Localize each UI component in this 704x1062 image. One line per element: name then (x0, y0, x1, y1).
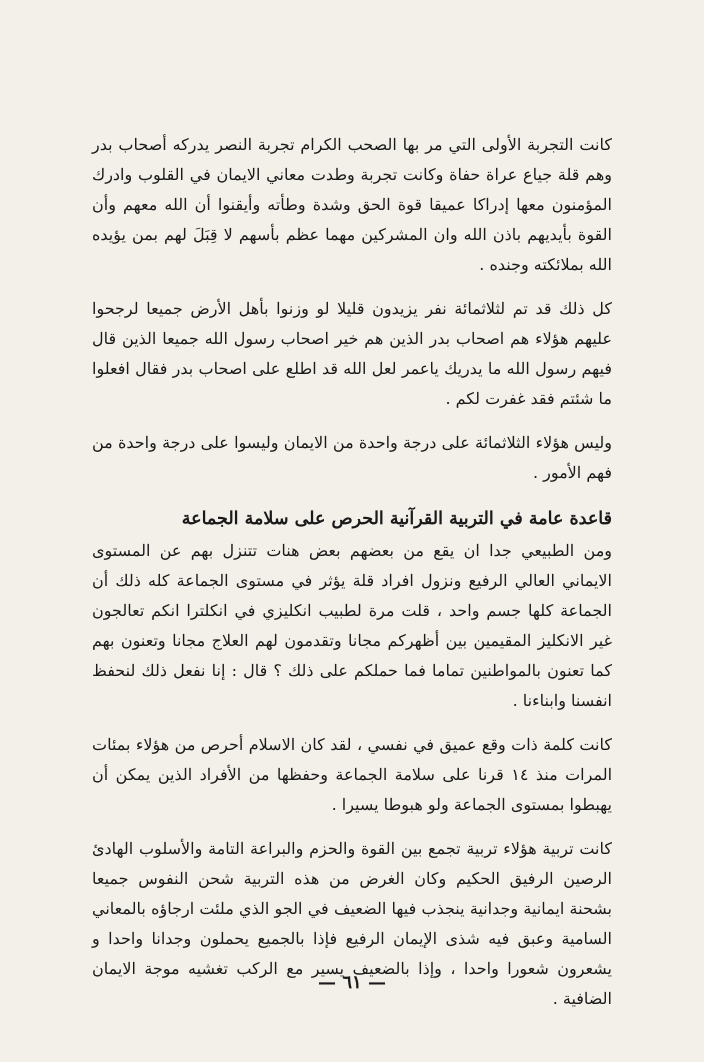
page-number: — ٦١ — (318, 972, 386, 993)
paragraph-islam-protection: كانت كلمة ذات وقع عميق في نفسي ، لقد كان الاسلام أحرص من هؤلاء بمئات المرات منذ ١٤ قرنا على سلامة الجماعة وحفظها من الأفراد الذين يمكن أن يهبطوا بمستوى الجماعة ولو هبوطا يسيرا . (92, 735, 613, 814)
paragraph-education-method: كانت تربية هؤلاء تربية تجمع بين القوة والحزم والبراعة التامة والأسلوب الهادئ الرصين الرفيق الحكيم وكان الغرض من هذه التربية شحن النفوس جميعا بشحنة ايمانية وجدانية ينجذب فيها الضعيف في الجو الذي ملئت ارجاؤه بالمعاني السامية وعبق فيه شذى الإيمان الرفيع فإذا بالجميع يحملون وجدانا واحدا و يشعرون شعورا واحدا ، وإذا بالضعيف يسير مع الركب تغشيه موجة الايمان الضافية . (92, 839, 612, 1008)
paragraph-three-hundred: كل ذلك قد تم لثلاثمائة نفر يزيدون قليلا لو وزنوا بأهل الأرض جميعا لرجحوا عليهم هؤلاء هم اصحاب بدر الذين هم خير اصحاب رسول الله جميعا الذين قال فيهم رسول الله ما يدريك ياعمر لعل الله قد اطلع على اصحاب بدر فقال افعلوا ما شئتم فقد غفرت لكم . (92, 299, 613, 408)
section-heading: قاعدة عامة في التربية القرآنية الحرص على سلامة الجماعة (181, 509, 612, 529)
paragraph-badr-experience: كانت التجربة الأولى التي مر بها الصحب الكرام تجربة النصر يدركه أصحاب بدر وهم قلة جياع عراة حفاة وكانت تجربة وطدت معاني الايمان في القلوب وادرك المؤمنون معها إدراكا عميقا قوة الحق وشدة وطأته وأيقنوا أن الله معهم وأن القوة بأيديهم باذن الله وان المشركين مهما عظم بأسهم لا قِبَلَ لهم بمن يؤيده الله بملائكته وجنده . (92, 135, 612, 274)
paragraph-degrees-of-faith: وليس هؤلاء الثلاثمائة على درجة واحدة من الايمان وليسوا على درجة واحدة من فهم الأمور . (92, 433, 612, 482)
paragraph-english-doctor: ومن الطبيعي جدا ان يقع من بعضهم بعض هنات تتنزل بهم عن المستوى الايماني العالي الرفيع ونزول افراد قلة يؤثر في مستوى الجماعة كله ذلك أن الجماعة كلها جسم واحد ، قلت مرة لطبيب انكليزي في انكلترا انكم تعالجون غير الانكليز المقيمين بين أظهركم مجانا وتقدمون لهم العلاج مجانا وتعنون بهم كما تعنون بالمواطنين تماما فما حملكم على ذلك ؟ قال : إنا نفعل ذلك لنحفظ انفسنا وابناءنا . (92, 541, 612, 710)
